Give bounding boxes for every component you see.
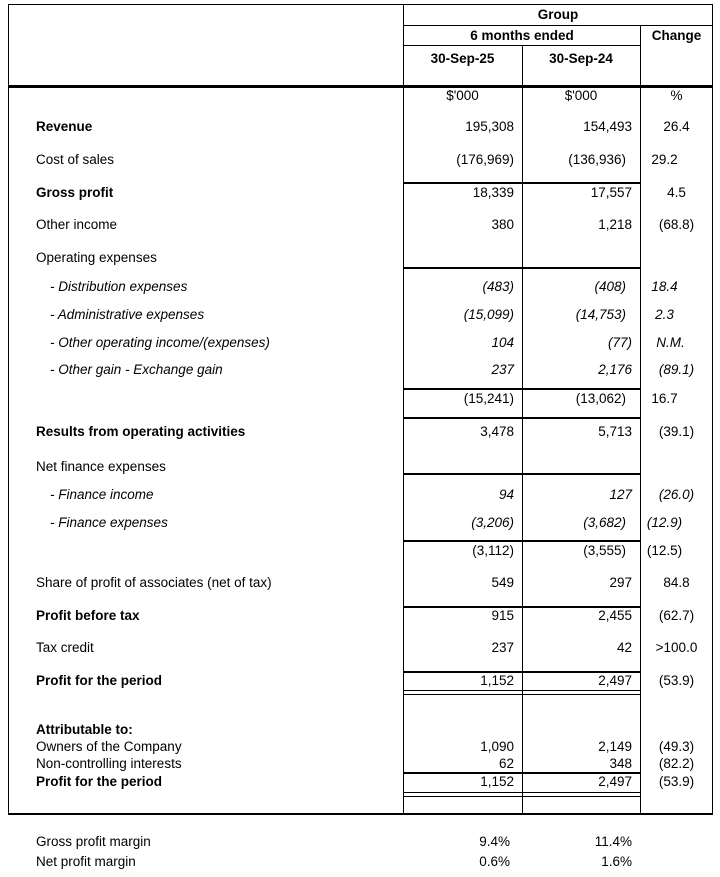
- header-period: 6 months ended: [470, 28, 574, 43]
- rule-profit-period-double-2: [403, 694, 641, 695]
- value-change: (53.9): [658, 774, 695, 789]
- row-label: Results from operating activities: [36, 424, 246, 439]
- value-sep24: (14,753): [575, 307, 626, 322]
- value-sep25: 18,339: [472, 185, 514, 200]
- row-label: Non-controlling interests: [36, 756, 182, 771]
- value-sep25: 9.4%: [479, 834, 510, 849]
- table-divider-change: [640, 25, 641, 814]
- value-sep24: 127: [609, 487, 632, 502]
- row-label: Cost of sales: [36, 152, 115, 167]
- row-other-income: [8, 216, 713, 234]
- table-border-bottom: [8, 813, 713, 815]
- value-sep24: (408): [594, 279, 626, 294]
- row-net-profit-margin: [8, 853, 713, 871]
- value-sep25: 195,308: [465, 119, 514, 134]
- row-finance-expenses: [8, 514, 713, 532]
- value-change: 2.3: [655, 307, 674, 322]
- value-sep25: 3,478: [480, 424, 514, 439]
- row-owners-of-company: [8, 738, 713, 756]
- value-sep25: 0.6%: [479, 854, 510, 869]
- value-sep25: 1,090: [480, 739, 514, 754]
- value-change: (62.7): [658, 608, 695, 623]
- value-change: >100.0: [655, 640, 698, 655]
- value-sep24: (77): [607, 335, 632, 350]
- value-sep24: 297: [609, 575, 632, 590]
- value-sep24: (136,936): [568, 152, 626, 167]
- value-sep24: 348: [609, 756, 632, 771]
- header-change: Change: [651, 28, 702, 43]
- row-label: Revenue: [36, 119, 93, 134]
- row-label: Operating expenses: [36, 250, 157, 265]
- header-col-30-sep-25: 30-Sep-25: [430, 51, 495, 66]
- row-share-of-profit-associates: [8, 574, 713, 592]
- value-change: (68.8): [658, 217, 695, 232]
- row-attributable-to: [8, 721, 713, 739]
- value-sep25: 237: [491, 362, 514, 377]
- row-net-finance-total: [8, 542, 713, 560]
- row-non-controlling-interests: [8, 755, 713, 773]
- row-label: Profit before tax: [36, 608, 140, 623]
- header-group: Group: [537, 7, 579, 22]
- rule-results: [403, 417, 641, 419]
- rule-opex-start: [403, 267, 641, 269]
- row-profit-before-tax: [8, 607, 713, 625]
- row-label: - Distribution expenses: [50, 279, 188, 294]
- value-sep25: 915: [491, 608, 514, 623]
- value-sep24: (13,062): [575, 391, 626, 406]
- row-label: Owners of the Company: [36, 739, 182, 754]
- value-sep24: 2,497: [598, 673, 632, 688]
- value-sep24: 42: [616, 640, 632, 655]
- row-operating-expenses-total: [8, 390, 713, 408]
- value-sep25: (3,206): [471, 515, 514, 530]
- header-col-30-sep-24: 30-Sep-24: [549, 51, 613, 66]
- value-change: 29.2: [651, 152, 678, 167]
- value-sep25: 1,152: [480, 673, 514, 688]
- row-other-gain-exchange: [8, 361, 713, 379]
- value-sep25: (3,112): [472, 543, 514, 558]
- row-gross-profit: [8, 184, 713, 202]
- row-tax-credit: [8, 639, 713, 657]
- value-change: 84.8: [663, 575, 690, 590]
- value-sep24: 11.4%: [594, 834, 632, 849]
- value-change: N.M.: [656, 335, 685, 350]
- value-sep25: 1,152: [480, 774, 514, 789]
- value-sep24: (3,682): [583, 515, 626, 530]
- row-label: - Administrative expenses: [50, 307, 205, 322]
- row-revenue: [8, 118, 713, 136]
- rule-profit-period2-double-2: [403, 796, 641, 797]
- row-distribution-expenses: [8, 278, 713, 296]
- row-label: Tax credit: [36, 640, 94, 655]
- value-sep24: 2,149: [598, 739, 632, 754]
- value-sep25: 237: [491, 640, 514, 655]
- row-label: Net profit margin: [36, 854, 136, 869]
- value-sep25: 62: [498, 756, 514, 771]
- value-sep24: 2,176: [598, 362, 632, 377]
- value-change: 26.4: [663, 119, 690, 134]
- value-sep24: 17,557: [590, 185, 632, 200]
- value-sep25: 104: [491, 335, 514, 350]
- value-change: (82.2): [658, 756, 695, 771]
- row-net-finance-expenses: [8, 458, 713, 476]
- row-results-operating-activities: [8, 423, 713, 441]
- value-sep24: 1.6%: [601, 854, 632, 869]
- value-change: (53.9): [658, 673, 695, 688]
- units-change: %: [670, 88, 683, 103]
- value-change: 16.7: [651, 391, 678, 406]
- value-change: (12.9): [646, 515, 683, 530]
- row-label: [8, 390, 403, 408]
- value-sep25: (483): [482, 279, 514, 294]
- row-label: Net finance expenses: [36, 459, 166, 474]
- row-label: Gross profit: [36, 185, 114, 200]
- value-sep24: 2,455: [598, 608, 632, 623]
- row-label: - Finance income: [50, 487, 154, 502]
- row-label: - Other gain - Exchange gain: [50, 362, 223, 377]
- row-label: Profit for the period: [36, 774, 162, 789]
- units-sep24: $'000: [564, 88, 598, 103]
- value-sep25: (176,969): [456, 152, 514, 167]
- value-sep25: 549: [491, 575, 514, 590]
- row-gross-profit-margin: [8, 833, 713, 851]
- value-change: (26.0): [658, 487, 695, 502]
- row-label: Attributable to:: [36, 722, 133, 737]
- row-label: - Other operating income/(expenses): [50, 335, 270, 350]
- value-sep24: 154,493: [583, 119, 632, 134]
- value-sep24: 5,713: [598, 424, 632, 439]
- value-sep25: 380: [491, 217, 514, 232]
- rule-profit-period-double-1: [403, 690, 641, 691]
- row-cost-of-sales: [8, 151, 713, 169]
- header-period-underline: [403, 45, 641, 46]
- row-other-operating-income: [8, 334, 713, 352]
- value-change: (12.5): [646, 543, 683, 558]
- value-sep24: 1,218: [598, 217, 632, 232]
- value-sep25: (15,099): [463, 307, 514, 322]
- row-label: Gross profit margin: [36, 834, 151, 849]
- value-sep25: (15,241): [463, 391, 514, 406]
- row-label: [8, 542, 403, 560]
- value-change: 4.5: [667, 185, 686, 200]
- row-profit-for-period: [8, 672, 713, 689]
- value-change: (49.3): [658, 739, 695, 754]
- row-label: Profit for the period: [36, 673, 162, 688]
- units-row: [8, 87, 713, 105]
- rule-profit-period2-double-1: [403, 792, 641, 793]
- value-sep24: (3,555): [583, 543, 626, 558]
- value-change: (39.1): [658, 424, 695, 439]
- row-operating-expenses: [8, 249, 713, 267]
- row-profit-for-period-total: [8, 773, 713, 790]
- units-sep25: $'000: [446, 88, 479, 103]
- row-finance-income: [8, 486, 713, 504]
- row-label: Other income: [36, 217, 118, 232]
- value-sep24: 2,497: [598, 774, 632, 789]
- row-administrative-expenses: [8, 306, 713, 324]
- value-change: 18.4: [651, 279, 678, 294]
- value-sep25: 94: [498, 487, 514, 502]
- row-label: - Finance expenses: [50, 515, 168, 530]
- value-change: (89.1): [658, 362, 695, 377]
- row-label: Share of profit of associates (net of tax): [36, 575, 272, 590]
